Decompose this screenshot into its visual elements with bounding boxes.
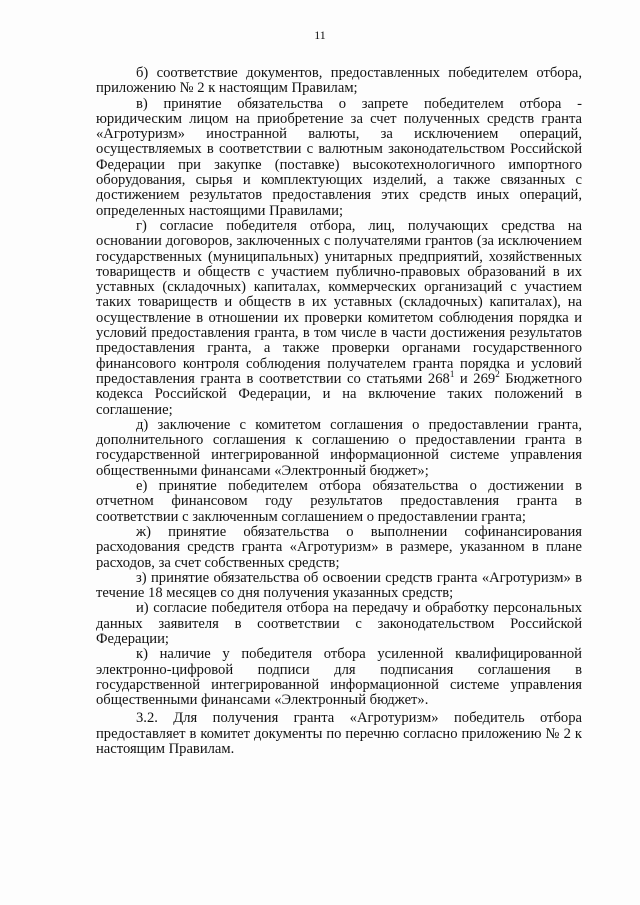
paragraph-g-text-middle: и 269	[454, 370, 496, 387]
paragraph-g	[96, 219, 582, 418]
paragraph-g-text-before: г) согласие победителя отбора, лиц, получающих средства на основании договоров, заключенных с получателями грантов (за исключением государственных (муниципальных) унитарных предприятий, хозяйственных товариществ и обществ с участием публично-правовых образований в их уставных (складочных) капиталах, коммерческих организаций с участием таких товариществ и обществ в их уставных (складочных) капиталах), на осуществление в отношении их проверки комитетом соблюдения порядка и условий предоставления гранта, в том числе в части достижения результатов предоставления гранта, а также проверки органами государственного финансового контроля соблюдения получателем гранта порядка и условий предоставления гранта в соответствии со статьями 268	[96, 217, 582, 387]
paragraph-v: в) принятие обязательства о запрете победителем отбора - юридическим лицом на приобретение за счет полученных средств гранта «Агротуризм» иностранной валюты, за исключением операций, осуществляемых в соответствии с валютным законодательством Российской Федерации при закупке (поставке) высокотехнологичного импортного оборудования, сырья и комплектующих изделий, а также связанных с достижением результатов предоставления этих средств иных операций, определенных настоящими Правилами;	[96, 95, 582, 219]
paragraph-zh: ж) принятие обязательства о выполнении софинансирования расходования средств гранта «Агротуризм» в размере, указанном в плане расходов, за счет собственных средств;	[96, 523, 582, 571]
paragraph-b: б) соответствие документов, предоставленных победителем отбора, приложению № 2 к настоящим Правилам;	[96, 65, 582, 97]
paragraph-g-text-after: Бюджетного кодекса Российской Федерации, и на включение таких положений в соглашение;	[96, 370, 583, 418]
paragraph-3-2: 3.2. Для получения гранта «Агротуризм» победитель отбора предоставляет в комитет документы по перечню согласно приложению № 2 к настоящим Правилам.	[96, 710, 582, 758]
article-superscript-2: 2	[495, 369, 500, 380]
paragraph-z: з) принятие обязательства об освоении средств гранта «Агротуризм» в течение 18 месяцев со дня получения указанных средств;	[96, 569, 582, 602]
document-body	[96, 66, 582, 757]
paragraph-e: е) принятие победителем отбора обязательства о достижении в отчетном финансовом году результатов предоставления гранта в соответствии с заключенным соглашением о предоставлении гранта;	[96, 478, 582, 525]
paragraph-d: д) заключение с комитетом соглашения о предоставлении гранта, дополнительного соглашения к соглашению о предоставлении гранта в государственной интегрированной информационной системе управления общественными финансами «Электронный бюджет»;	[96, 416, 582, 479]
paragraph-k: к) наличие у победителя отбора усиленной квалифицированной электронно-цифровой подписи для подписания соглашения в государственной интегрированной информационной системе управления общественными финансами «Электронный бюджет».	[96, 646, 582, 709]
article-superscript-1: 1	[449, 369, 455, 380]
page-number: 11	[314, 28, 326, 42]
paragraph-i: и) согласие победителя отбора на передачу и обработку персональных данных заявителя в соответствии с законодательством Российской Федерации;	[96, 600, 582, 647]
